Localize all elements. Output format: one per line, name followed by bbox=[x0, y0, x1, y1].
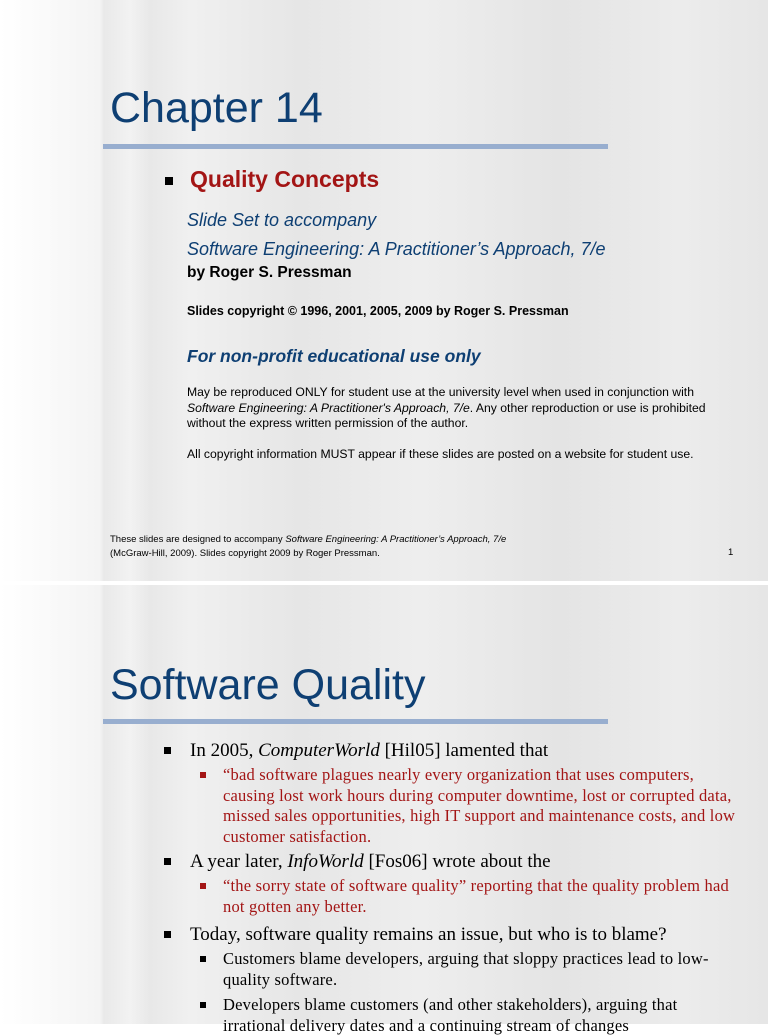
bullet-square-icon bbox=[165, 177, 173, 185]
bullet-square-icon bbox=[164, 747, 171, 754]
nonprofit-notice: For non-profit educational use only bbox=[187, 346, 481, 366]
para-text-end: . Any other reproduction or use is prohibited without the express written permission of the author. bbox=[187, 400, 706, 430]
para-text: May be reproduced ONLY for student use at the university level when used in conjunction with bbox=[187, 385, 694, 399]
bullet-text: In 2005, bbox=[190, 740, 259, 761]
sub-bullet-square-icon bbox=[200, 772, 206, 778]
sub-bullet-customers-blame: Customers blame developers, arguing that sloppy practices lead to low-quality software. bbox=[223, 949, 709, 989]
slide-title: Software Quality bbox=[110, 661, 426, 709]
slide-footer bbox=[110, 533, 506, 561]
page-number: 1 bbox=[728, 547, 734, 558]
publication-name: InfoWorld bbox=[287, 851, 364, 872]
title-rule bbox=[103, 719, 608, 724]
book-title-line: Software Engineering: A Practitioner’s Approach, 7/e bbox=[187, 239, 606, 259]
para-book-title: Software Engineering: A Practitioner's Approach, 7/e bbox=[187, 400, 470, 415]
bullet-square-icon bbox=[164, 931, 171, 938]
reproduction-paragraph bbox=[187, 385, 707, 432]
publication-name: ComputerWorld bbox=[258, 740, 380, 761]
footer-book-title: Software Engineering: A Practitioner’s Approach, 7/e bbox=[285, 534, 507, 545]
bullet-quality-concepts: Quality Concepts bbox=[190, 166, 380, 192]
sub-bullet-sorry-state-quote: “the sorry state of software quality” reporting that the quality problem had not gotten any better. bbox=[223, 876, 729, 916]
slide-set-line: Slide Set to accompany bbox=[187, 210, 377, 230]
bullet-text-end: [Hil05] lamented that bbox=[379, 740, 549, 761]
sub-bullet-bad-software-quote: “bad software plagues nearly every organization that uses computers, causing lost work hours during computer downtime, lost or corrupted data, missed sales opportunities, high IT support and maintenance costs, and low customer satisfaction. bbox=[223, 765, 736, 846]
author-line: by Roger S. Pressman bbox=[187, 264, 352, 281]
slide-2 bbox=[0, 585, 768, 1035]
bullet-text-end: [Fos06] wrote about the bbox=[363, 851, 551, 872]
bullet-computerworld bbox=[190, 740, 750, 762]
slide-title: Chapter 14 bbox=[110, 84, 323, 132]
bullet-who-to-blame: Today, software quality remains an issue, but who is to blame? bbox=[190, 924, 667, 945]
sub-bullet-square-icon bbox=[200, 956, 206, 962]
website-paragraph: All copyright information MUST appear if these slides are posted on a website for student use. bbox=[187, 447, 694, 461]
footer-text: These slides are designed to accompany bbox=[110, 534, 286, 545]
sub-bullet-square-icon bbox=[200, 1002, 206, 1008]
sub-bullet-developers-blame: Developers blame customers (and other stakeholders), arguing that irrational delivery dates and a continuing stream of changes bbox=[223, 995, 678, 1035]
footer-line-1 bbox=[110, 533, 506, 547]
bullet-square-icon bbox=[164, 858, 171, 865]
footer-line-2: (McGraw-Hill, 2009). Slides copyright 2009 by Roger Pressman. bbox=[110, 548, 380, 559]
copyright-line: Slides copyright © 1996, 2001, 2005, 2009 by Roger S. Pressman bbox=[187, 304, 569, 318]
bullet-infoworld bbox=[190, 851, 750, 873]
sub-bullet-square-icon bbox=[200, 883, 206, 889]
title-rule bbox=[103, 144, 608, 149]
bullet-text: A year later, bbox=[190, 851, 288, 872]
